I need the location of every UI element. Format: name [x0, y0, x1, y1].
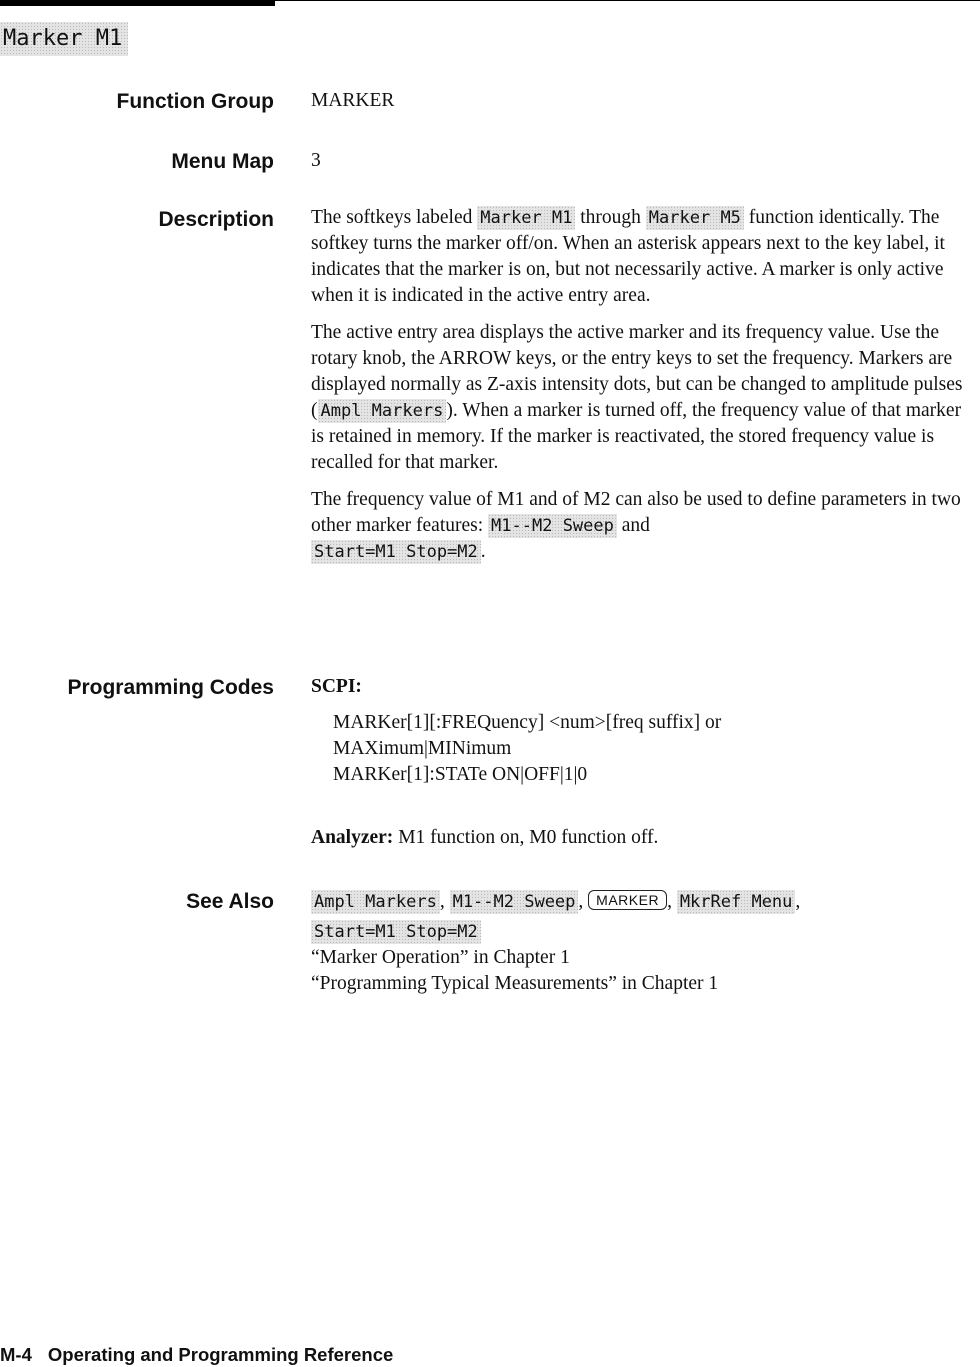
- programming-codes-label: Programming Codes: [67, 676, 274, 699]
- separator: ,: [667, 891, 672, 912]
- see-also-start-stop: [311, 919, 975, 945]
- header-rule-thin: [275, 0, 980, 1]
- mkrref-menu-softkey: MkrRef Menu: [677, 890, 796, 914]
- separator: ,: [795, 891, 801, 912]
- ampl-markers-softkey: Ampl Markers: [318, 399, 447, 423]
- function-group-label: Function Group: [116, 90, 274, 113]
- description-paragraph-3: [311, 487, 975, 565]
- function-group-value: MARKER: [311, 90, 395, 111]
- page-title-softkey: Marker M1: [0, 22, 128, 56]
- scpi-label: SCPI:: [311, 676, 362, 697]
- see-also-ref-1: “Marker Operation” in Chapter 1: [311, 947, 570, 968]
- separator: ,: [439, 891, 445, 912]
- m1-m2-sweep-softkey: M1--M2 Sweep: [488, 514, 617, 538]
- text: The softkeys labeled: [311, 207, 473, 228]
- text: The active entry area displays the active marker and its frequency value. Use the rotary knob, the ARROW keys, or the entry keys to set the frequency. Markers are displayed normally as Z-axis intensity dots, but can be changed to amplitude pulses (: [311, 322, 963, 421]
- footer-title: Operating and Programming Reference: [47, 1344, 394, 1365]
- marker-m5-softkey: Marker M5: [646, 206, 744, 230]
- scpi-line-1: MARKer[1][:FREQuency] <num>[freq suffix] or: [333, 712, 722, 733]
- text: and: [621, 515, 650, 536]
- see-also-keys: [311, 887, 975, 915]
- text: through: [580, 207, 641, 228]
- page-footer: [0, 1343, 393, 1367]
- menu-map-value: 3: [311, 150, 321, 171]
- description-paragraph-1: [311, 205, 975, 309]
- description-body: [311, 205, 975, 576]
- text: .: [480, 541, 486, 562]
- marker-m1-softkey: Marker M1: [477, 206, 575, 230]
- text: function identically. The softkey turns the marker off/on. When an asterisk appears next to the key label, it indicates that the marker is on, but not necessarily active. A marker is only active when it is indicated in the active entry area.: [311, 207, 945, 306]
- description-paragraph-2: [311, 320, 975, 476]
- start-stop-softkey: Start=M1 Stop=M2: [311, 540, 481, 564]
- scpi-line-3: MARKer[1]:STATe ON|OFF|1|0: [333, 764, 588, 785]
- text: ). When a marker is turned off, the frequency value of that marker is retained in memory. If the marker is reactivated, the stored frequency value is recalled for that marker.: [311, 400, 962, 473]
- menu-map-label: Menu Map: [171, 150, 274, 173]
- scpi-line-2: MAXimum|MINimum: [333, 738, 512, 759]
- see-also-ref-2: “Programming Typical Measurements” in Chapter 1: [311, 973, 719, 994]
- analyzer-text: M1 function on, M0 function off.: [398, 827, 659, 848]
- description-label: Description: [158, 208, 274, 231]
- ampl-markers-softkey: Ampl Markers: [311, 890, 440, 914]
- header-rule-thick: [0, 0, 275, 6]
- see-also-label: See Also: [186, 890, 274, 913]
- analyzer-line: [311, 825, 975, 851]
- marker-hardkey: MARKER: [588, 890, 667, 910]
- text: The frequency value of M1 and of M2 can also be used to define parameters in two other marker features:: [311, 489, 961, 536]
- programming-codes-body: [311, 674, 975, 851]
- page-number: M-4: [0, 1344, 32, 1365]
- see-also-body: [311, 887, 975, 997]
- m1-m2-sweep-softkey: M1--M2 Sweep: [450, 890, 579, 914]
- start-stop-softkey: Start=M1 Stop=M2: [311, 920, 481, 944]
- analyzer-label: Analyzer:: [311, 827, 394, 848]
- separator: ,: [578, 891, 584, 912]
